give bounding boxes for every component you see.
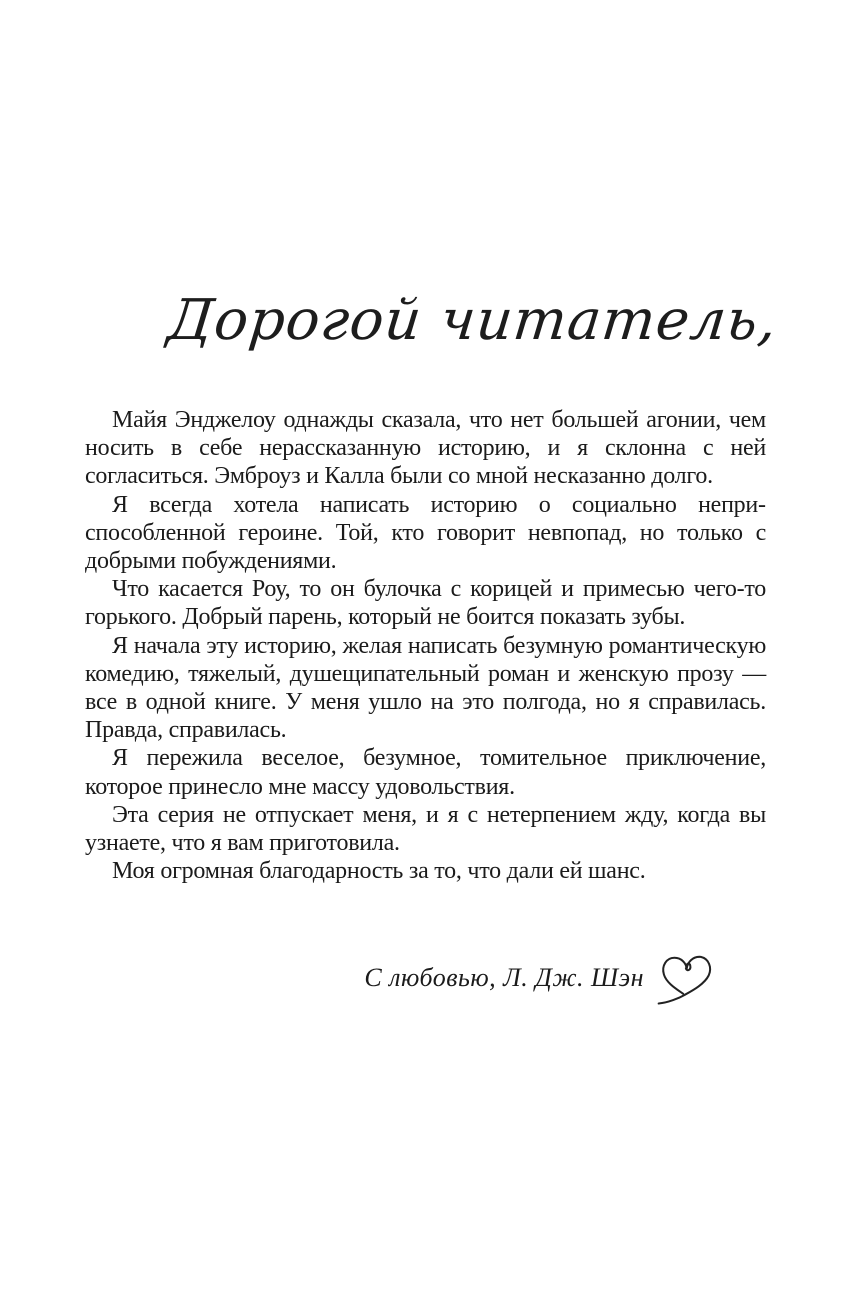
letter-paragraph: Майя Энджелоу однажды сказала, что нет большей агонии, чем носить в себе нерассказанную историю, и я склонна с ней согласиться. Эмброуз и Калла были со мной несказанно долго. xyxy=(85,407,766,490)
letter-paragraph: Эта серия не отпускает меня, и я с нетерпением жду, когда вы узнаете, что я вам приготовила. xyxy=(85,801,766,857)
signature-row xyxy=(85,950,766,1006)
letter-paragraph: Я всегда хотела написать историю о социально неприспособленной героине. Той, кто говорит невпопад, но только с добрыми побуждениями. xyxy=(85,491,766,575)
letter-paragraph: Что касается Роу, то он булочка с корицей и примесью чего-то горького. Добрый парень, который не боится показать зубы. xyxy=(85,576,766,631)
signature-text: С любовью, Л. Дж. Шэн xyxy=(364,963,644,992)
letter-body xyxy=(85,406,766,885)
heart-icon xyxy=(656,950,714,1006)
letter-heading: Дорогой читатель, xyxy=(164,288,781,353)
letter-paragraph: Я пережила веселое, безумное, томительное приключение, которое принесло мне массу удовольствия. xyxy=(85,745,766,800)
letter-paragraph: Моя огромная благодарность за то, что дали ей шанс. xyxy=(112,858,646,885)
letter-paragraph: Я начала эту историю, желая написать безумную романтическую комедию, тяжелый, душещипательный роман и женскую прозу — все в одной книге. У меня ушло на это полгода, но я справилась. Правда, справилась. xyxy=(85,632,766,744)
